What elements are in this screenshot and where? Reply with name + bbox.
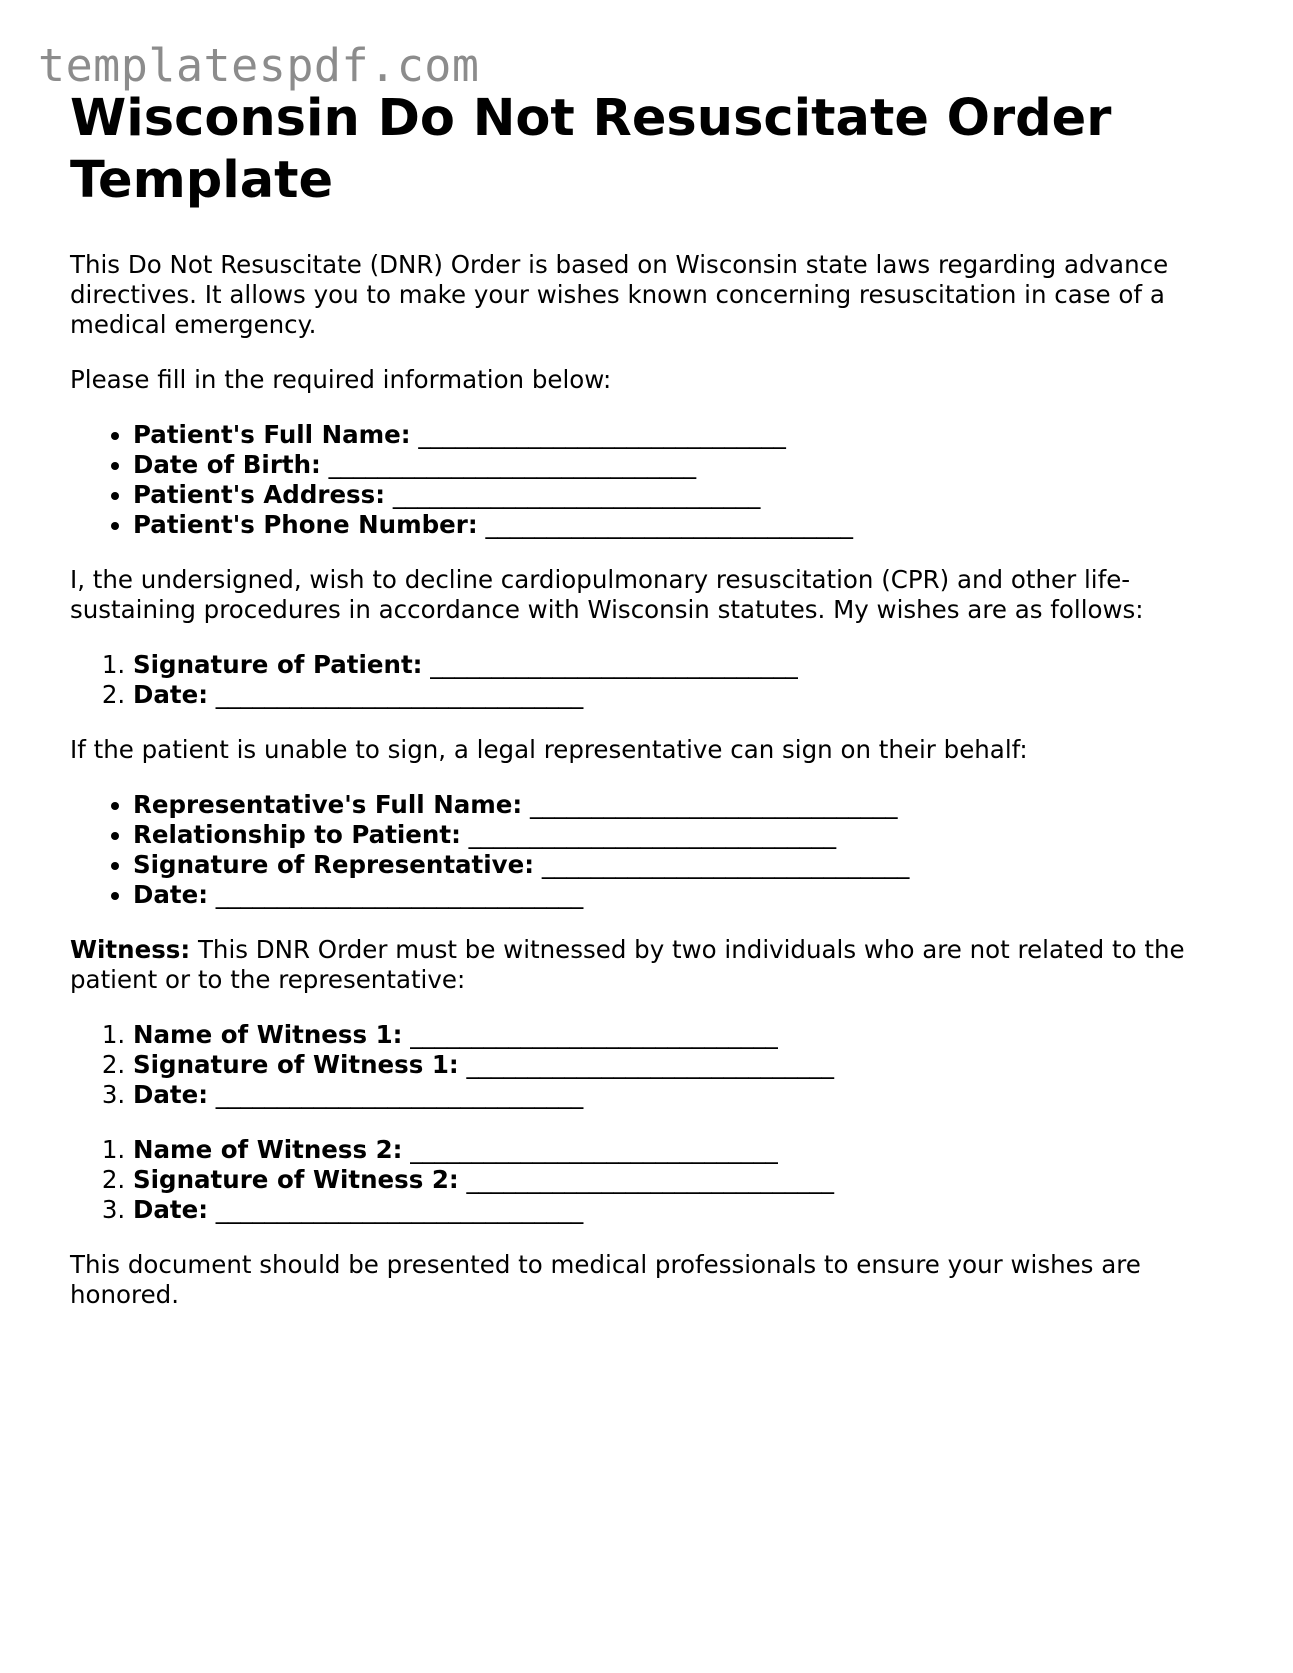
blank-line[interactable]: ______________________________ bbox=[215, 880, 584, 909]
blank-line[interactable]: ______________________________ bbox=[466, 1050, 834, 1079]
witness1-name-field: 1. Name of Witness 1: ______________________________ bbox=[133, 1020, 1230, 1050]
witness2-name-field: 1. Name of Witness 2: ______________________________ bbox=[133, 1135, 1230, 1165]
witness-paragraph bbox=[70, 935, 1230, 995]
witness2-list bbox=[70, 1135, 1230, 1225]
representative-signature-field: • Signature of Representative: ______________________________ bbox=[133, 850, 1230, 880]
patient-address-field: • Patient's Address: ______________________________ bbox=[133, 480, 1230, 510]
blank-line[interactable]: ______________________________ bbox=[468, 820, 837, 849]
blank-line[interactable]: ______________________________ bbox=[410, 1135, 778, 1164]
document-page bbox=[70, 88, 1230, 1335]
blank-line[interactable]: ______________________________ bbox=[410, 1020, 778, 1049]
blank-line[interactable]: ______________________________ bbox=[485, 510, 853, 539]
witness1-list bbox=[70, 1020, 1230, 1110]
representative-list bbox=[70, 790, 1230, 910]
closing-paragraph: This document should be presented to medical professionals to ensure your wishes are honored. bbox=[70, 1250, 1141, 1309]
patient-date-field: 2. Date: ______________________________ bbox=[133, 680, 1230, 710]
blank-line[interactable]: ______________________________ bbox=[466, 1165, 834, 1194]
witness2-signature-field: 2. Signature of Witness 2: ______________________________ bbox=[133, 1165, 1230, 1195]
instruction-paragraph: Please fill in the required information below: bbox=[70, 365, 612, 394]
witness-text: This DNR Order must be witnessed by two individuals who are not related to the patient or to the representative: bbox=[70, 935, 1185, 994]
patient-signature-list bbox=[70, 650, 1230, 710]
intro-paragraph: This Do Not Resuscitate (DNR) Order is based on Wisconsin state laws regarding advance directives. It allows you to make your wishes known concerning resuscitation in case of a medical emergency. bbox=[70, 250, 1169, 339]
watermark: templatespdf.com bbox=[38, 39, 480, 92]
representative-date-field: • Date: ______________________________ bbox=[133, 880, 1230, 910]
blank-line[interactable]: ______________________________ bbox=[392, 480, 761, 509]
blank-line[interactable]: ______________________________ bbox=[529, 790, 898, 819]
page-title: Wisconsin Do Not Resuscitate Order Template bbox=[70, 89, 1112, 210]
patient-phone-field: • Patient's Phone Number: ______________________________ bbox=[133, 510, 1230, 540]
representative-name-field: • Representative's Full Name: ______________________________ bbox=[133, 790, 1230, 820]
blank-line[interactable]: ______________________________ bbox=[418, 420, 786, 449]
patient-signature-field: 1. Signature of Patient: ______________________________ bbox=[133, 650, 1230, 680]
blank-line[interactable]: ______________________________ bbox=[328, 450, 697, 479]
blank-line[interactable]: ______________________________ bbox=[215, 680, 584, 709]
birth-date-field: • Date of Birth: ______________________________ bbox=[133, 450, 1230, 480]
patient-info-list bbox=[70, 420, 1230, 540]
declaration-paragraph: I, the undersigned, wish to decline cardiopulmonary resuscitation (CPR) and other life-sustaining procedures in accordance with Wisconsin statutes. My wishes are as follows: bbox=[70, 565, 1144, 624]
blank-line[interactable]: ______________________________ bbox=[430, 650, 798, 679]
blank-line[interactable]: ______________________________ bbox=[215, 1195, 584, 1224]
witness1-date-field: 3. Date: ______________________________ bbox=[133, 1080, 1230, 1110]
relationship-field: • Relationship to Patient: ______________________________ bbox=[133, 820, 1230, 850]
blank-line[interactable]: ______________________________ bbox=[215, 1080, 584, 1109]
patient-name-field: • Patient's Full Name: ______________________________ bbox=[133, 420, 1230, 450]
witness1-signature-field: 2. Signature of Witness 1: ______________________________ bbox=[133, 1050, 1230, 1080]
witness-label: Witness: bbox=[70, 935, 191, 964]
representative-note: If the patient is unable to sign, a legal representative can sign on their behalf: bbox=[70, 735, 1028, 764]
witness2-date-field: 3. Date: ______________________________ bbox=[133, 1195, 1230, 1225]
blank-line[interactable]: ______________________________ bbox=[541, 850, 910, 879]
